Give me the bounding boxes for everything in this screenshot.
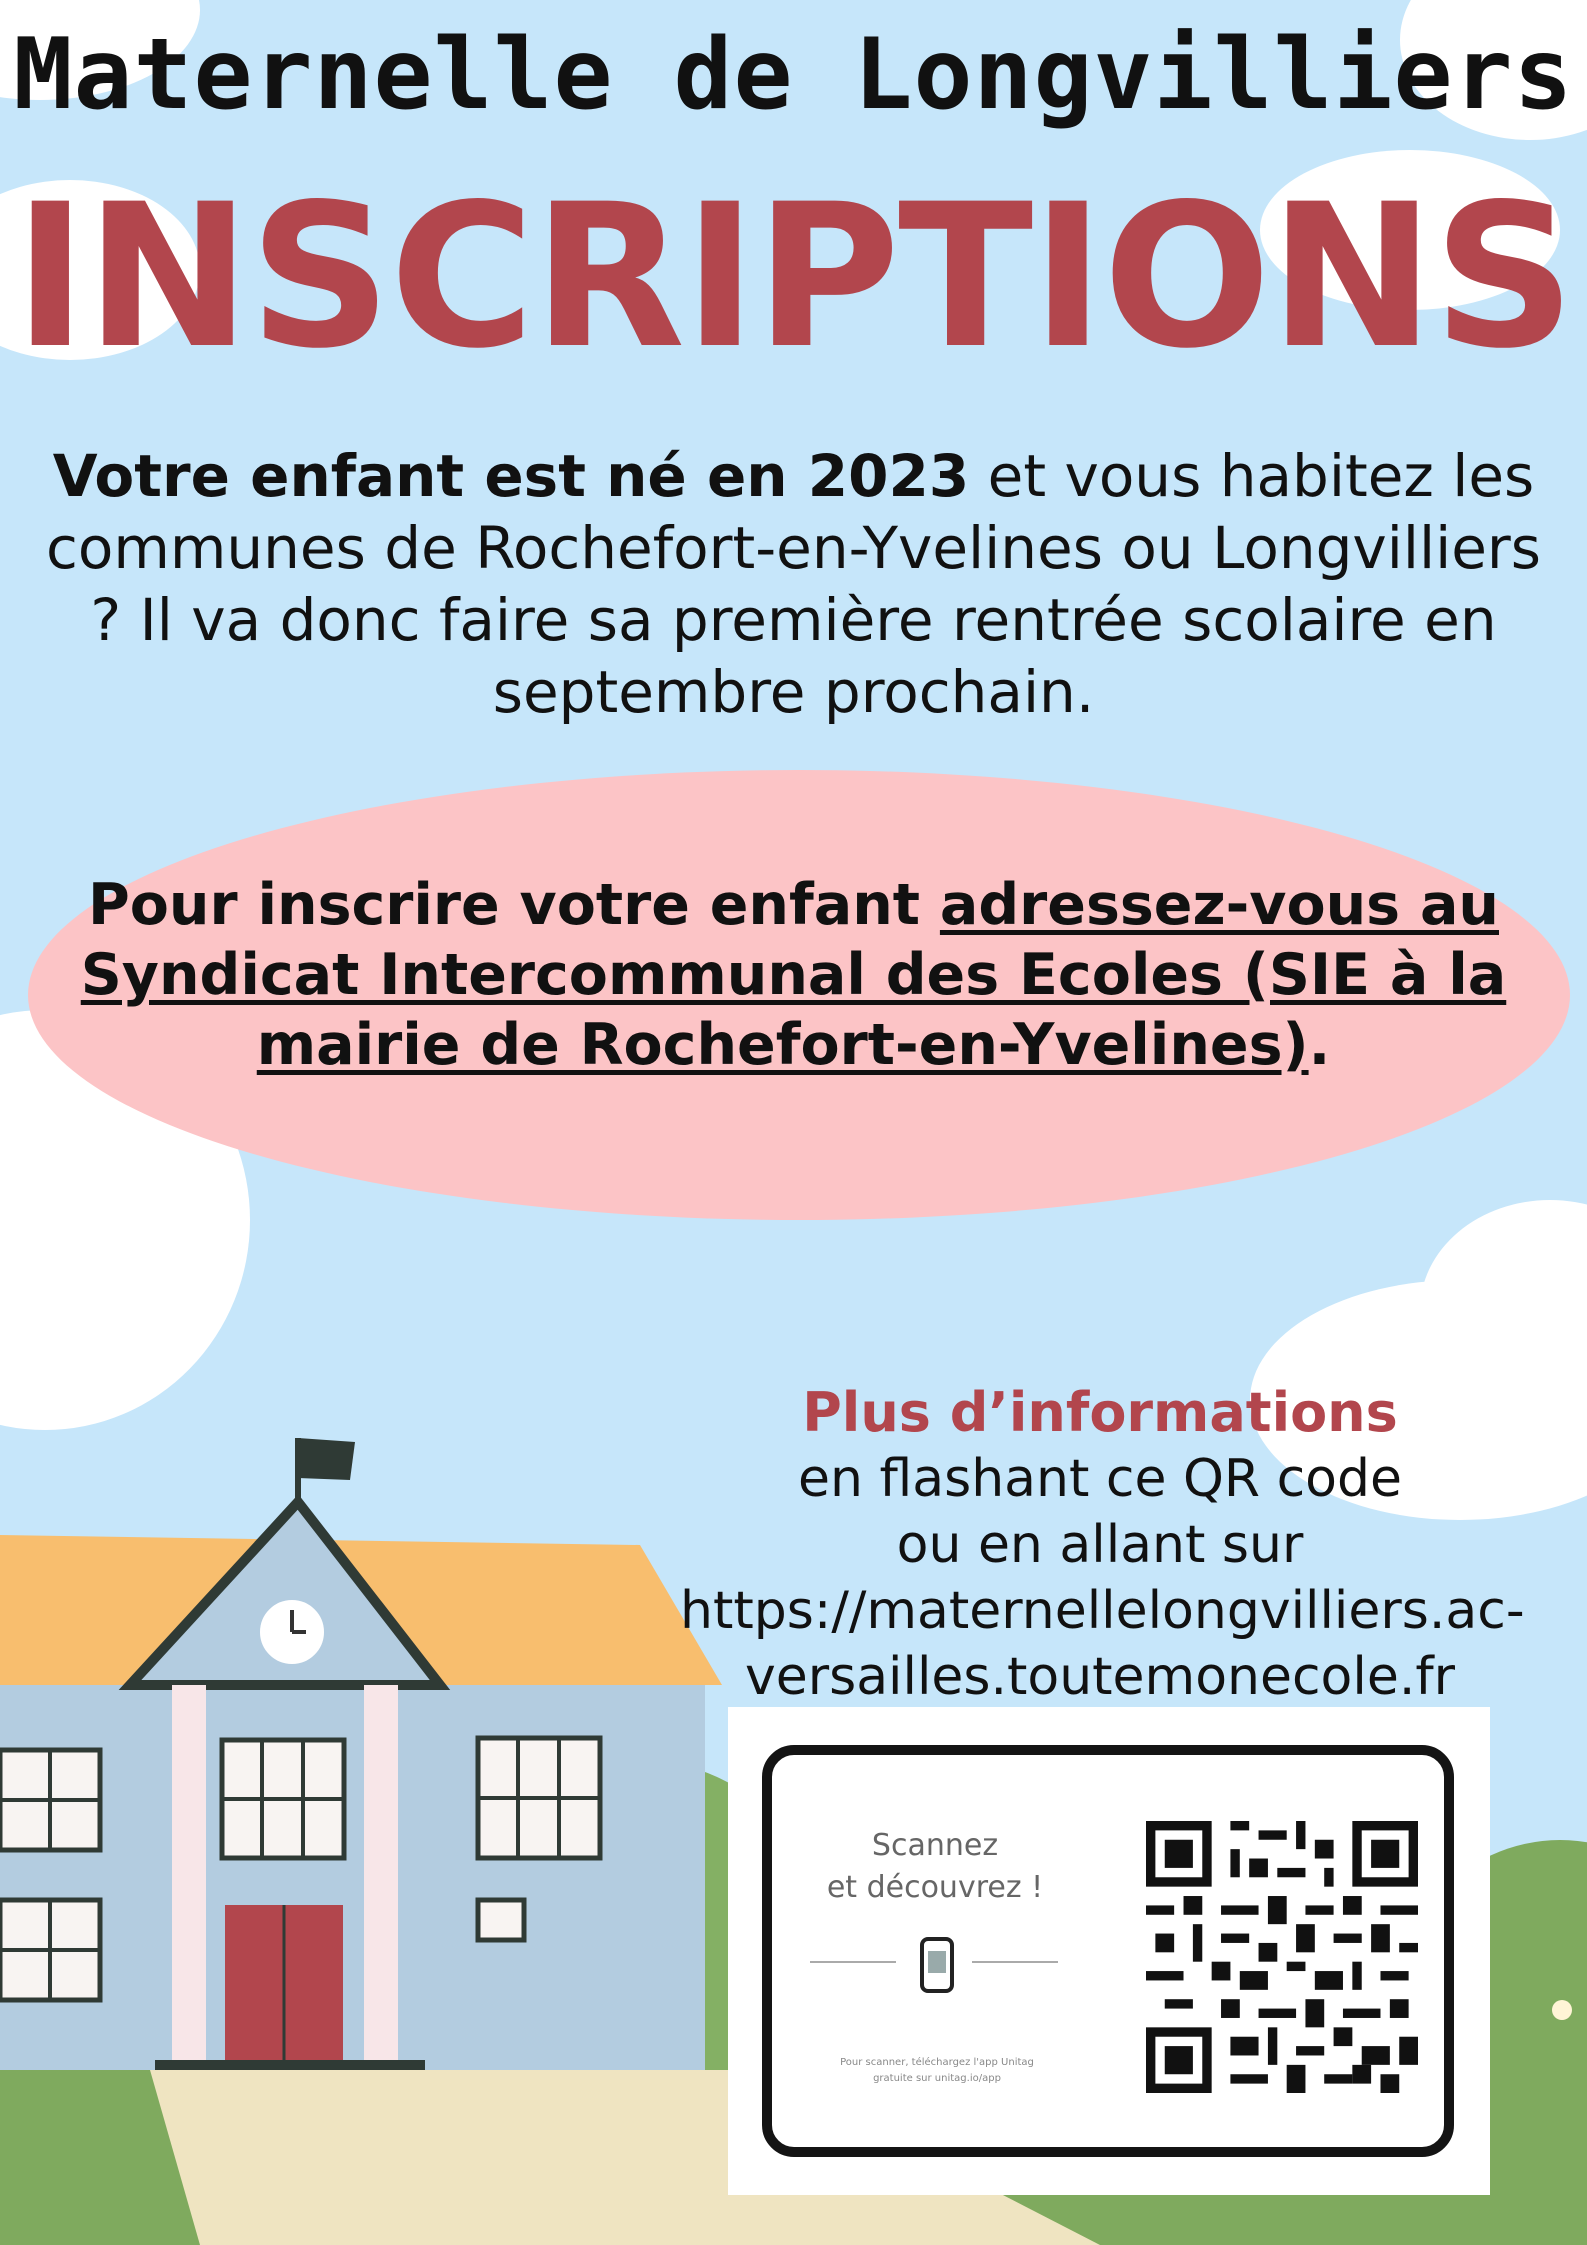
callout-trail: . <box>1308 1012 1331 1078</box>
qr-divider-left <box>810 1961 896 1963</box>
callout-lead: Pour inscrire votre enfant <box>87 872 940 938</box>
qr-scan-text <box>810 1825 1060 1909</box>
qr-scan-line-2: et découvrez ! <box>826 1870 1044 1905</box>
info-line-1: en flashant ce QR code <box>798 1449 1402 1509</box>
info-block <box>680 1380 1525 1710</box>
intro-text: et vous habitez les communes de Rochefort-en-Yvelines ou Longvilliers ? Il va donc faire sa première rentrée scolaire en septembre prochain. <box>46 442 1541 726</box>
callout-text <box>60 870 1527 1080</box>
qr-card-frame <box>762 1745 1454 2157</box>
intro-bold-lead: Votre enfant est né en 2023 <box>52 442 970 510</box>
school-name: Maternelle de Longvilliers <box>13 18 1574 132</box>
headline: INSCRIPTIONS <box>13 161 1574 392</box>
qr-scan-line-1: Scannez <box>871 1828 999 1863</box>
info-url-1[interactable]: https://maternellelongvilliers.ac- <box>680 1581 1525 1641</box>
phone-icon <box>912 1935 962 1995</box>
info-line-2: ou en allant sur <box>896 1515 1304 1575</box>
qr-card <box>728 1707 1490 2195</box>
flower-icon <box>1552 2000 1572 2020</box>
flag-icon <box>298 1438 355 1480</box>
window <box>478 1900 524 1940</box>
intro-paragraph <box>40 440 1547 728</box>
qr-divider-right <box>972 1961 1058 1963</box>
qr-small-text: Pour scanner, téléchargez l'app Unitag gratuite sur unitag.io/app <box>840 2057 1034 2084</box>
info-heading: Plus d’informations <box>802 1381 1398 1444</box>
info-url-2[interactable]: versailles.toutemonecole.fr <box>744 1647 1456 1707</box>
qr-code-icon[interactable] <box>1146 1821 1418 2093</box>
callout-link: adressez-vous au Syndicat Intercommunal des Ecoles (SIE à la mairie de Rochefort-en-Yvelines) <box>80 872 1507 1078</box>
